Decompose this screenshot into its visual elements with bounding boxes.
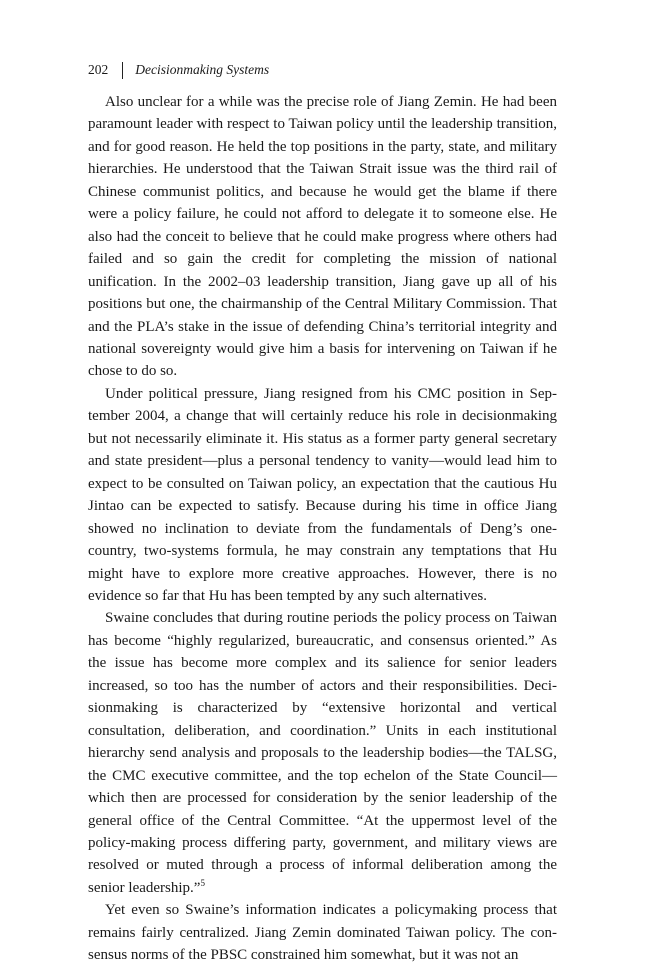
running-head-title: Decisionmaking Systems bbox=[135, 62, 270, 77]
paragraph: Under political pressure, Jiang resigned from his CMC position in September 2004, a change that will certainly reduce his role in decisionmaking but not necessarily eliminate it. His status as a former party general secretary and state president—plus a personal tendency to vanity—would lead him to expect to be consulted on Taiwan policy, an expectation that the cautious Hu Jintao can be expected to satisfy. Because during his time in office Jiang showed no inclination to deviate from the fundamentals of Deng’s one-country, two-systems formula, he may constrain any temptations that Hu might have to explore more creative approaches. However, there is no evidence so far that Hu has been tempted by any such alternatives. bbox=[88, 385, 557, 604]
paragraph-text: Swaine concludes that during routine periods the policy process on Taiwan has become “highly regularized, bureaucratic, and consensus oriented.” As the issue has become more complex and its salience for senior leaders increased, so too has the number of actors and their responsibilities. Decisionmaking is characterized by “extensive horizontal and vertical consultation, deliberation, and coordination.” Units in each institutional hierarchy send analysis and proposals to the leadership bodies—the TALSG, the CMC executive committee, and the top echelon of the State Council— which then are processed for consideration by the senior leadership of the general office of the Central Committee. “At the uppermost level of the policy-making process differing party, government, and military views are resolved or muted through a process of informal deliberation among the senior leadership.” bbox=[88, 610, 557, 896]
footnote-reference: 5 bbox=[200, 877, 205, 888]
running-header bbox=[88, 60, 269, 80]
paragraph: Yet even so Swaine’s information indicates a policymaking process that remains fairly centralized. Jiang Zemin dominated Taiwan policy. The consensus norms of the PBSC constrained him somewhat, but it was not an bbox=[88, 902, 557, 964]
paragraph: Also unclear for a while was the precise role of Jiang Zemin. He had been paramount leader with respect to Taiwan policy until the leadership transition, and for good reason. He held the top positions in the party, state, and military hierarchies. He understood that the Taiwan Strait issue was the third rail of Chinese communist politics, and because he would get the blame if there were a policy failure, he could not afford to delegate it to someone else. He also had the conceit to believe that he could make progress where others had failed and so gain the credit for completing the mission of national unification. In the 2002–03 leadership transition, Jiang gave up all of his positions but one, the chairmanship of the Central Military Commission. That and the PLA’s stake in the issue of defending China’s territorial integrity and national sovereignty would give him a basis for intervening on Taiwan if he chose to do so. bbox=[88, 94, 557, 380]
paragraph bbox=[88, 607, 557, 899]
body-text bbox=[88, 91, 557, 967]
header-divider bbox=[122, 62, 123, 79]
page-number: 202 bbox=[88, 62, 109, 77]
